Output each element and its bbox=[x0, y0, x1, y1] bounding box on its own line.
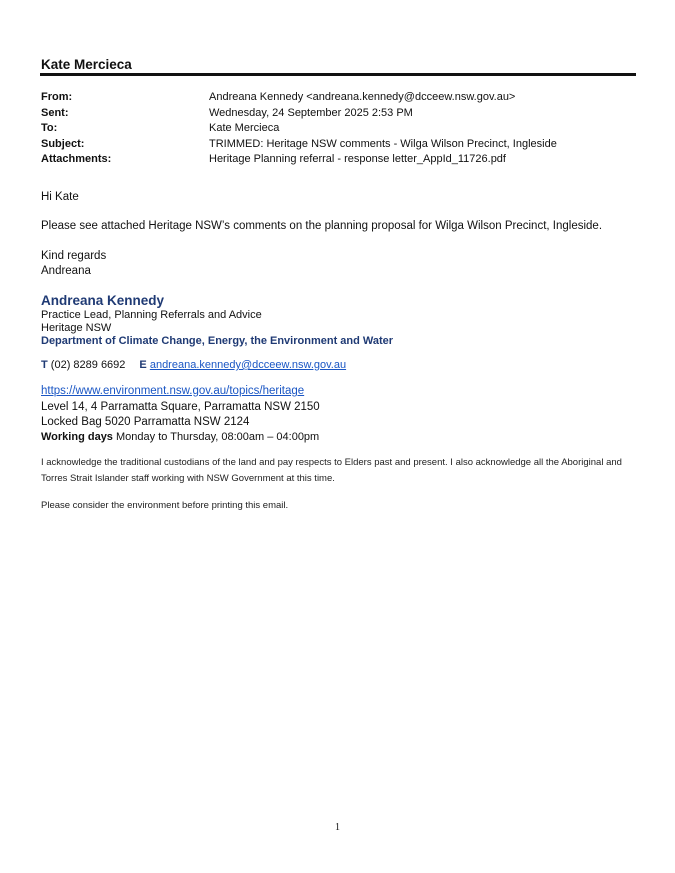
from-label: From: bbox=[41, 91, 73, 103]
to-label: To: bbox=[41, 122, 58, 134]
to-row bbox=[41, 121, 557, 137]
attachment-file[interactable]: Heritage Planning referral - response letter_AppId_11726.pdf bbox=[209, 153, 506, 165]
header-divider bbox=[40, 73, 636, 76]
environment-note: Please consider the environment before printing this email. bbox=[41, 500, 289, 511]
phone-number: (02) 8289 6692 bbox=[50, 359, 126, 371]
sender-first-name: Andreana bbox=[41, 265, 91, 277]
working-days-line bbox=[41, 431, 319, 443]
from-row bbox=[41, 90, 557, 106]
website-link[interactable]: https://www.environment.nsw.gov.au/topics/heritage bbox=[41, 385, 305, 397]
address-line: Level 14, 4 Parramatta Square, Parramatta NSW 2150 bbox=[41, 401, 320, 413]
closing: Kind regards bbox=[41, 250, 107, 262]
signature-title: Practice Lead, Planning Referrals and Advice bbox=[41, 309, 262, 321]
contact-line bbox=[41, 359, 346, 371]
signature-name: Andreana Kennedy bbox=[41, 293, 165, 308]
email-link[interactable]: andreana.kennedy@dcceew.nsw.gov.au bbox=[149, 359, 347, 371]
attachments-label: Attachments: bbox=[41, 153, 112, 165]
working-days-label: Working days bbox=[41, 431, 113, 443]
greeting: Hi Kate bbox=[41, 191, 79, 203]
sent-row bbox=[41, 106, 557, 122]
page-number: 1 bbox=[335, 822, 340, 833]
from-value: Andreana Kennedy <andreana.kennedy@dcceew.nsw.gov.au> bbox=[209, 91, 516, 103]
signature-department: Department of Climate Change, Energy, the Environment and Water bbox=[41, 335, 394, 347]
email-label: E bbox=[139, 359, 147, 371]
subject-label: Subject: bbox=[41, 137, 85, 150]
message-body: Please see attached Heritage NSW’s comments on the planning proposal for Wilga Wilson Precinct, Ingleside. bbox=[41, 220, 603, 232]
working-days-value: Monday to Thursday, 08:00am – 04:00pm bbox=[116, 431, 320, 443]
acknowledgement-text: I acknowledge the traditional custodians of the land and pay respects to Elders past and present. I also acknowledge all the Aboriginal and Torres Strait Islander staff working with NSW Government at this time. bbox=[41, 457, 622, 484]
website-line bbox=[41, 385, 304, 397]
signature-unit: Heritage NSW bbox=[41, 322, 112, 334]
subject-row bbox=[41, 137, 557, 153]
postal-line: Locked Bag 5020 Parramatta NSW 2124 bbox=[41, 416, 250, 428]
phone-label: T bbox=[41, 359, 48, 371]
mailbox-owner: Kate Mercieca bbox=[41, 57, 132, 72]
subject-value: TRIMMED: Heritage NSW comments - Wilga Wilson Precinct, Ingleside bbox=[209, 137, 557, 150]
email-header bbox=[41, 90, 557, 168]
sent-label: Sent: bbox=[41, 106, 69, 119]
to-value: Kate Mercieca bbox=[209, 122, 280, 134]
attachments-row bbox=[41, 152, 557, 168]
sent-value: Wednesday, 24 September 2025 2:53 PM bbox=[209, 106, 413, 119]
